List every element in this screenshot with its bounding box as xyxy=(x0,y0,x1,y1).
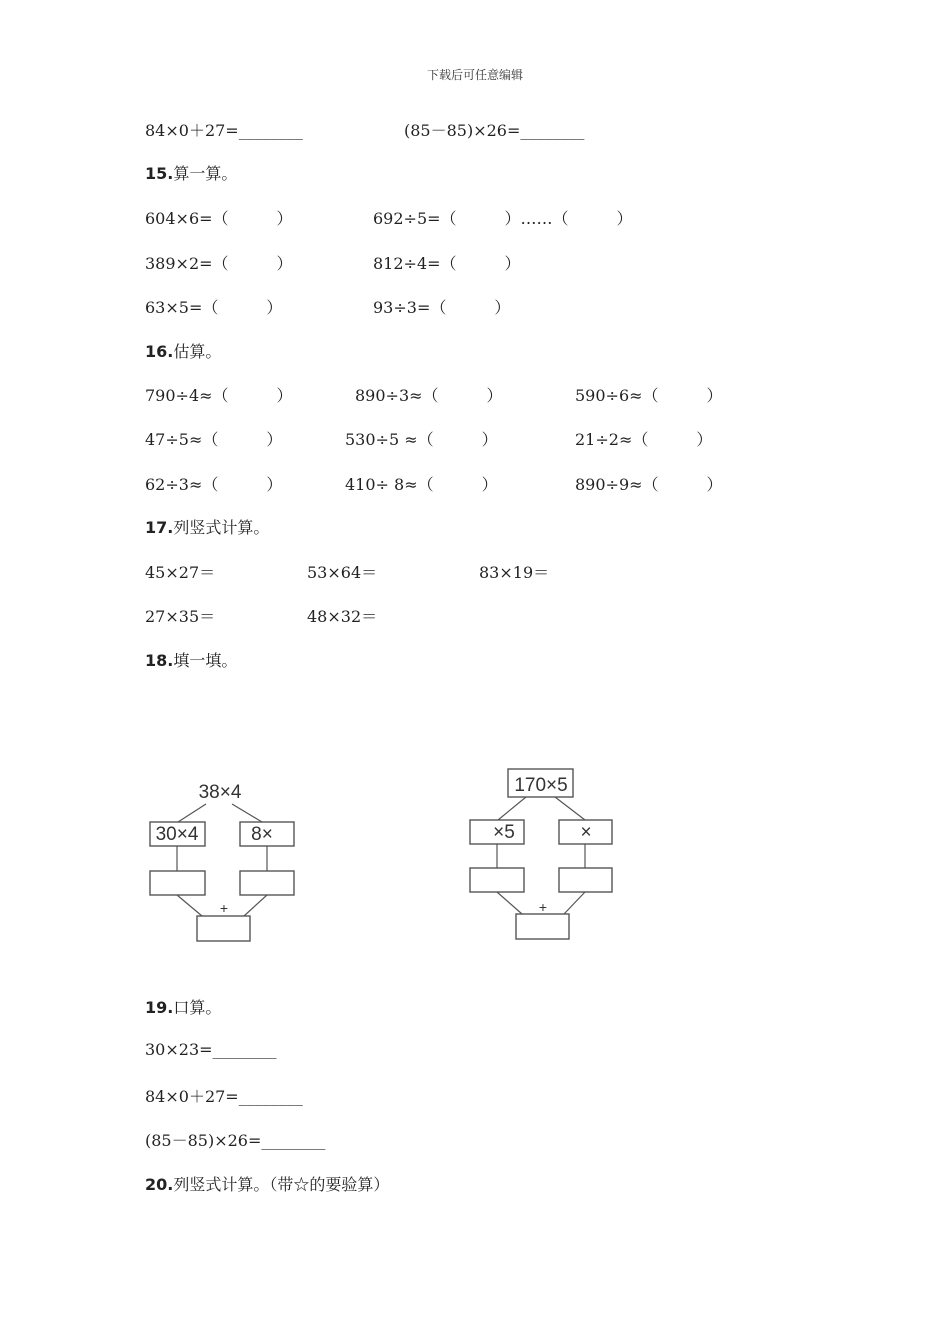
expression: 530÷5 ≈（ ） xyxy=(345,430,498,449)
question-text: 口算。 xyxy=(173,998,222,1017)
question-15-title xyxy=(145,161,237,184)
question-17-title xyxy=(145,515,269,538)
decomposition-diagram-1 xyxy=(140,770,310,950)
diagram-right-expression: 8× xyxy=(251,824,273,845)
expression: 63×5=（ ） xyxy=(145,298,283,317)
expression: 93÷3=（ ） xyxy=(373,298,511,317)
expression: 21÷2≈（ ） xyxy=(575,430,713,449)
expression: 53×64＝ xyxy=(307,563,378,582)
expression: 84×0＋27=________ xyxy=(145,1087,303,1106)
plus-sign: + xyxy=(538,899,548,915)
question-text: 算一算。 xyxy=(173,164,238,183)
expression: 84×0＋27=________ xyxy=(145,121,303,140)
question-number: 18. xyxy=(145,651,174,670)
expression: 389×2=（ ） xyxy=(145,254,293,273)
question-number: 17. xyxy=(145,518,174,537)
question-16-title xyxy=(145,339,221,362)
answer-box xyxy=(240,871,294,895)
answer-box xyxy=(150,871,205,895)
expression: (85－85)×26=________ xyxy=(404,121,585,140)
question-19-title xyxy=(145,995,221,1018)
expression: 47÷5≈（ ） xyxy=(145,430,283,449)
expression: 790÷4≈（ ） xyxy=(145,386,293,405)
answer-box xyxy=(470,868,524,892)
expression: 45×27＝ xyxy=(145,563,216,582)
decomposition-diagram-2 xyxy=(460,765,630,950)
diagram-top-expression: 170×5 xyxy=(514,775,568,796)
expression: 604×6=（ ） xyxy=(145,209,293,228)
expression: 890÷9≈（ ） xyxy=(575,475,723,494)
question-text: 估算。 xyxy=(173,342,222,361)
diagram-top-expression: 38×4 xyxy=(198,782,242,803)
expression: 30×23=________ xyxy=(145,1040,277,1059)
expression: 83×19＝ xyxy=(479,563,550,582)
expression: 590÷6≈（ ） xyxy=(575,386,723,405)
question-text: 列竖式计算。（带☆的要验算） xyxy=(173,1175,390,1194)
plus-sign: + xyxy=(219,900,229,916)
question-number: 16. xyxy=(145,342,174,361)
expression: 48×32＝ xyxy=(307,607,378,626)
expression: 692÷5=（ ）……（ ） xyxy=(373,209,633,228)
question-20-title xyxy=(145,1172,389,1195)
question-number: 15. xyxy=(145,164,174,183)
page-header: 下载后可任意编辑 xyxy=(426,68,523,82)
diagram-left-expression: ×5 xyxy=(493,822,515,843)
question-number: 20. xyxy=(145,1175,174,1194)
answer-box xyxy=(559,868,612,892)
diagram-right-expression: × xyxy=(580,822,592,843)
answer-box xyxy=(197,916,250,941)
question-18-title xyxy=(145,648,237,671)
diagram-left-expression: 30×4 xyxy=(155,824,199,845)
expression: 812÷4=（ ） xyxy=(373,254,521,273)
expression: 890÷3≈（ ） xyxy=(355,386,503,405)
question-text: 列竖式计算。 xyxy=(173,518,270,537)
expression: 27×35＝ xyxy=(145,607,216,626)
question-number: 19. xyxy=(145,998,174,1017)
expression: (85－85)×26=________ xyxy=(145,1131,326,1150)
answer-box xyxy=(516,914,569,939)
expression: 62÷3≈（ ） xyxy=(145,475,283,494)
expression: 410÷ 8≈（ ） xyxy=(345,475,498,494)
question-text: 填一填。 xyxy=(173,651,238,670)
